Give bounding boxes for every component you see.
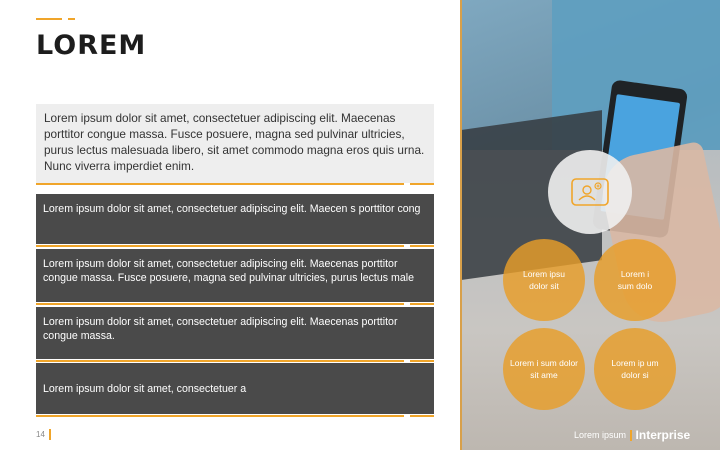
accent-line-dot [68, 18, 75, 20]
list-item-text: Lorem ipsum dolor sit amet, consectetuer adipiscing elit. Maecenas porttitor congue massa. Fusce posuere, magna sed pulvinar ultricies, purus lectus male [43, 258, 414, 284]
page-title: LOREM [36, 30, 147, 61]
info-circle [594, 239, 676, 321]
list-item-text: Lorem ipsum dolor sit amet, consectetuer a [43, 382, 247, 395]
brand-tagline: Lorem ipsum [574, 430, 627, 440]
info-circle-text: Lorem i sum dolor sit ame [509, 358, 579, 380]
list-item [36, 249, 434, 302]
intro-underline [36, 183, 434, 185]
info-circle [503, 239, 585, 321]
list-item-underline [36, 415, 434, 417]
page-number-bar [49, 429, 51, 440]
info-circle-text: Lorem ipsu dolor sit [522, 269, 566, 291]
list-item-underline [36, 303, 434, 305]
list-item-text: Lorem ipsum dolor sit amet, consectetuer adipiscing elit. Maecen s porttitor cong [43, 203, 421, 215]
accent-line [36, 18, 62, 20]
page-number: 14 [36, 430, 45, 439]
brand-name: Interprise [635, 428, 691, 442]
list-item [36, 194, 434, 244]
list-item-underline [36, 245, 434, 247]
info-circle-text: Lorem ip um dolor si [611, 358, 659, 380]
brand-separator [630, 430, 632, 441]
list-item-underline [36, 360, 434, 362]
list-item-text: Lorem ipsum dolor sit amet, consectetuer adipiscing elit. Maecenas porttitor congue massa. [43, 316, 398, 342]
info-circle-text: Lorem i sum dolo [617, 269, 653, 291]
icon-circle [548, 150, 632, 234]
intro-text: Lorem ipsum dolor sit amet, consectetuer adipiscing elit. Maecenas porttitor congue massa. Fusce posuere, magna sed pulvinar ultricies, purus lectus malesuada libero, sit amet commodo magna eros quis urna. Nunc viverra imperdiet enim. [36, 104, 434, 184]
list-item [36, 307, 434, 359]
brand-footer [574, 428, 690, 442]
list-item [36, 363, 434, 414]
info-circle [503, 328, 585, 410]
info-circle [594, 328, 676, 410]
user-device-icon [570, 175, 610, 209]
